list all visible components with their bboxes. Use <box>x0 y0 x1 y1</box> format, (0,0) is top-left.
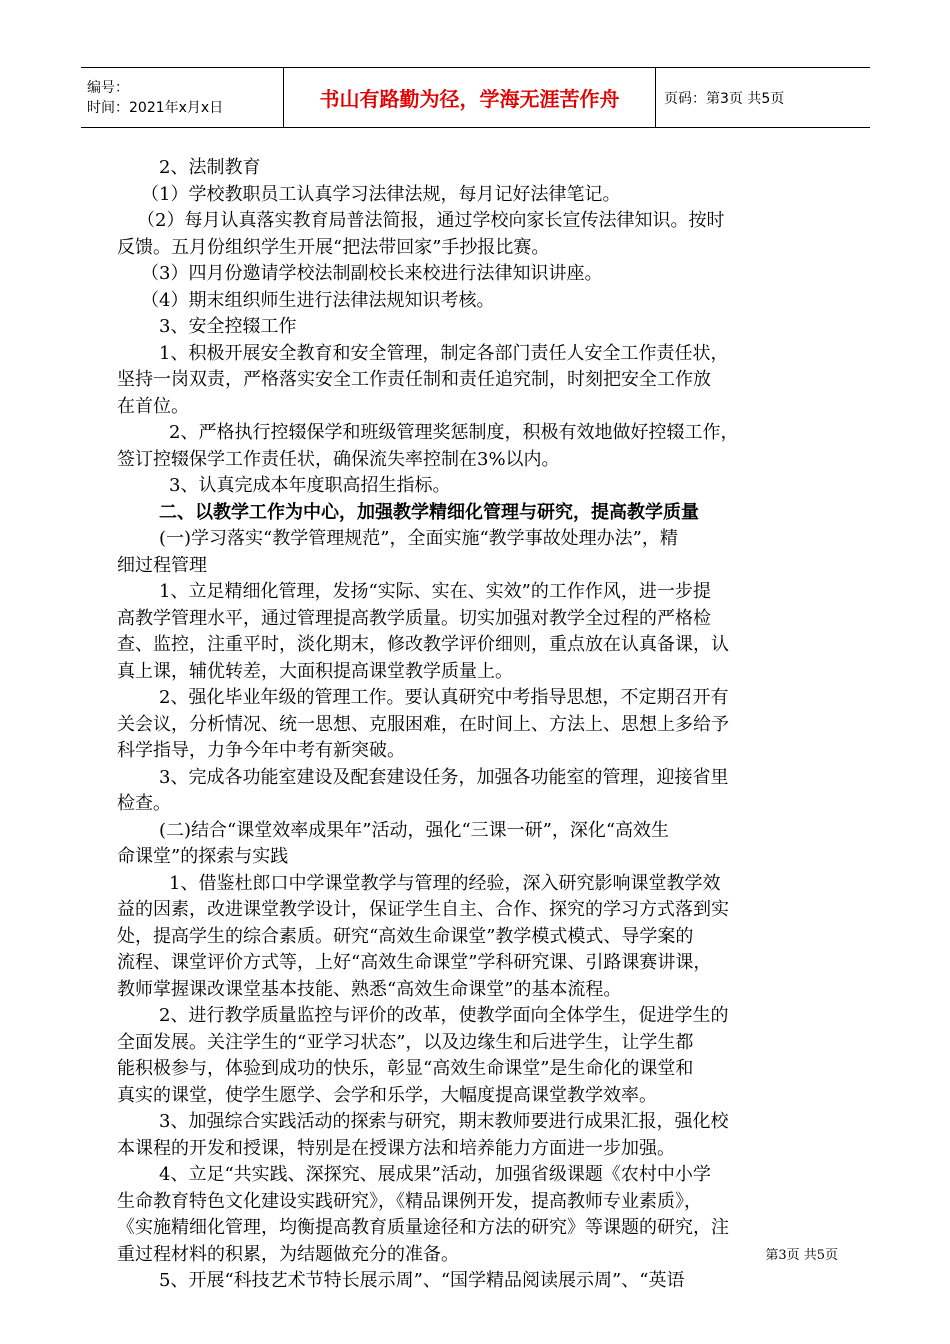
text-line: 重过程材料的积累，为结题做充分的准备。 <box>117 1243 459 1265</box>
text-line: （3）四月份邀请学校法制副校长来校进行法律知识讲座。 <box>141 263 603 284</box>
text-line: 流程、课堂评价方式等，上好“高效生命课堂”学科研究课、引路课赛讲课， <box>117 952 712 973</box>
section-heading: 二、以教学工作为中心，加强教学精细化管理与研究，提高教学质量 <box>159 501 699 523</box>
text-line: 3、安全控辍工作 <box>159 316 297 337</box>
text-line: 科学指导，力争今年中考有新突破。 <box>117 740 405 761</box>
text-line: 真上课，辅优转差，大面积提高课堂教学质量上。 <box>117 660 513 682</box>
header-page-label: 页码：第3页 共5页 <box>664 90 785 107</box>
text-line: 签订控辍保学工作责任状，确保流失率控制在3%以内。 <box>117 448 560 470</box>
header-motto <box>284 68 656 127</box>
text-line: 4、立足“共实践、深探究、展成果”活动，加强省级课题《农村中小学 <box>159 1164 711 1185</box>
text-line: 全面发展。关注学生的“亚学习状态”，以及边缘生和后进学生，让学生都 <box>117 1031 694 1053</box>
text-line: 能积极参与，体验到成功的快乐，彰显“高效生命课堂”是生命化的课堂和 <box>117 1058 694 1079</box>
text-line: 生命教育特色文化建设实践研究》，《精品课例开发，提高教师专业素质》， <box>117 1190 702 1212</box>
text-line: 1、借鉴杜郎口中学课堂教学与管理的经验，深入研究影响课堂教学效 <box>169 872 721 894</box>
text-line: 3、完成各功能室建设及配套建设任务，加强各功能室的管理，迎接省里 <box>159 766 729 788</box>
document-body <box>117 155 839 1295</box>
text-line: 检查。 <box>117 793 171 814</box>
text-line: 反馈。五月份组织学生开展“把法带回家”手抄报比赛。 <box>117 236 550 258</box>
header-meta <box>81 68 284 127</box>
text-line: 高教学管理水平，通过管理提高教学质量。切实加强对教学全过程的严格检 <box>117 607 711 629</box>
text-line: 本课程的开发和授课，特别是在授课方法和培养能力方面进一步加强。 <box>117 1137 675 1159</box>
header-page-number <box>656 68 870 127</box>
text-line: 教师掌握课改课堂基本技能、熟悉“高效生命课堂”的基本流程。 <box>117 978 622 1000</box>
text-line: 益的因素，改进课堂教学设计，保证学生自主、合作、探究的学习方式落到实 <box>117 899 729 920</box>
text-line: 3、加强综合实践活动的探索与研究，期末教师要进行成果汇报，强化校 <box>159 1111 729 1132</box>
text-line: 2、法制教育 <box>159 157 261 178</box>
text-line: 细过程管理 <box>117 554 207 576</box>
text-line: 2、强化毕业年级的管理工作。要认真研究中考指导思想，不定期召开有 <box>159 687 729 708</box>
footer-page-label: 第3页 共5页 <box>765 1248 838 1263</box>
text-line: 真实的课堂，使学生愿学、会学和乐学，大幅度提高课堂教学效率。 <box>117 1084 657 1106</box>
text-line: 坚持一岗双责，严格落实安全工作责任制和责任追究制，时刻把安全工作放 <box>117 369 711 390</box>
text-line: 在首位。 <box>117 395 189 417</box>
motto-text: 书山有路勤为径，学海无涯苦作舟 <box>319 87 620 111</box>
page-footer <box>765 1244 838 1263</box>
text-line: （2）每月认真落实教育局普法简报，通过学校向家长宣传法律知识。按时 <box>137 210 725 231</box>
text-line: 2、进行教学质量监控与评价的改革，使教学面向全体学生，促进学生的 <box>159 1005 729 1026</box>
text-line: 2、严格执行控辍保学和班级管理奖惩制度，积极有效地做好控辍工作， <box>169 422 739 443</box>
text-line: （4）期末组织师生进行法律法规知识考核。 <box>141 289 495 311</box>
text-line: 3、认真完成本年度职高招生指标。 <box>169 475 451 496</box>
text-line: 关会议，分析情况、统一思想、克服困难，在时间上、方法上、思想上多给予 <box>117 713 729 735</box>
text-line: 5、开展“科技艺术节特长展示周”、“国学精品阅读展示周”、“英语 <box>159 1270 685 1291</box>
text-line: 《实施精细化管理，均衡提高教育质量途径和方法的研究》等课题的研究，注 <box>117 1217 729 1238</box>
text-line: (一)学习落实“教学管理规范”，全面实施“教学事故处理办法”，精 <box>159 528 678 549</box>
text-line: （1）学校教职员工认真学习法律法规，每月记好法律笔记。 <box>141 183 621 205</box>
document-number-label: 编号： <box>87 79 129 96</box>
text-line: 处，提高学生的综合素质。研究“高效生命课堂”教学模式模式、导学案的 <box>117 925 694 947</box>
text-line: 查、监控，注重平时，淡化期末，修改教学评价细则，重点放在认真备课，认 <box>117 634 729 655</box>
page-header <box>81 67 870 128</box>
text-line: 1、积极开展安全教育和安全管理，制定各部门责任人安全工作责任状， <box>159 342 729 364</box>
text-line: 1、立足精细化管理，发扬“实际、实在、实效”的工作作风，进一步提 <box>159 581 711 602</box>
document-date-label: 时间：2021年x月x日 <box>87 99 224 116</box>
text-line: (二)结合“课堂效率成果年”活动，强化“三课一研”，深化“高效生 <box>159 819 670 841</box>
text-line: 命课堂”的探索与实践 <box>117 846 289 867</box>
